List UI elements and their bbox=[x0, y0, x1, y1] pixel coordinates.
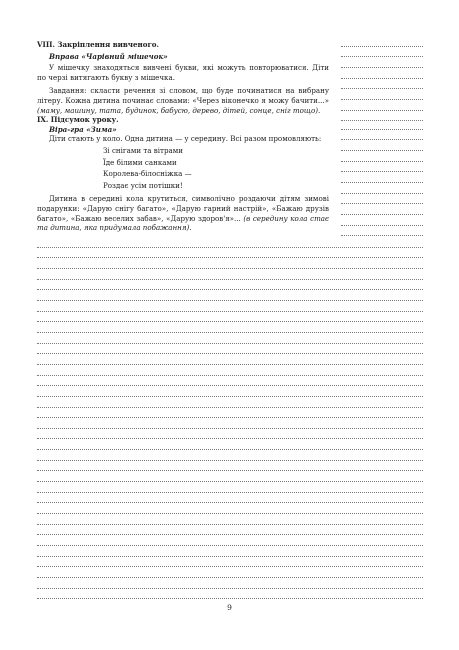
note-line bbox=[341, 79, 423, 90]
writing-line bbox=[37, 258, 423, 269]
writing-line bbox=[37, 237, 423, 248]
game-instructions: Діти стають у коло. Одна дитина — у середину. Всі разом промовляють: bbox=[49, 134, 322, 144]
note-line bbox=[341, 194, 423, 205]
writing-line bbox=[37, 493, 423, 504]
poem bbox=[37, 146, 329, 190]
lesson-content bbox=[37, 40, 329, 233]
note-line bbox=[341, 130, 423, 141]
writing-line bbox=[37, 461, 423, 472]
writing-line bbox=[37, 365, 423, 376]
writing-line bbox=[37, 429, 423, 440]
writing-line bbox=[37, 354, 423, 365]
writing-line bbox=[37, 312, 423, 323]
note-line bbox=[341, 215, 423, 226]
writing-line bbox=[37, 589, 423, 600]
writing-line bbox=[37, 567, 423, 578]
writing-lines bbox=[37, 237, 423, 599]
writing-line bbox=[37, 578, 423, 589]
writing-line bbox=[37, 418, 423, 429]
note-line bbox=[341, 204, 423, 215]
writing-line bbox=[37, 471, 423, 482]
note-line bbox=[341, 172, 423, 183]
section-heading-consolidation: VIII. Закріплення вивченого. bbox=[37, 40, 159, 49]
writing-line bbox=[37, 248, 423, 259]
margin-notes-bottom bbox=[341, 119, 423, 236]
game-note: (в середину кола стає та дитина, яка придумала побажання). bbox=[37, 213, 329, 233]
poem-line: Королева-білосніжка — bbox=[103, 169, 192, 179]
writing-line bbox=[37, 525, 423, 536]
writing-line bbox=[37, 344, 423, 355]
exercise-description: У мішечку знаходяться вивчені букви, які можуть повторюватися. Діти по черзі витягають букву з мішечка. bbox=[37, 63, 329, 82]
note-line bbox=[341, 151, 423, 162]
writing-line bbox=[37, 439, 423, 450]
poem-line: Зі снігами та вітрами bbox=[103, 145, 183, 155]
poem-line: Роздає усім потішки! bbox=[103, 180, 183, 190]
note-line bbox=[341, 162, 423, 173]
game-description bbox=[37, 194, 329, 232]
game-text: Дитина в середині кола крутиться, символічно роздаючи дітям зимові подарунки: «Дарую снігу багато», «Дарую гарний настрій», «Бажаю друзів багато», «Бажаю веселих забав», «Дарую здоров'я»... bbox=[37, 194, 329, 223]
writing-line bbox=[37, 514, 423, 525]
writing-line bbox=[37, 535, 423, 546]
note-line bbox=[341, 36, 423, 47]
writing-line bbox=[37, 408, 423, 419]
note-line bbox=[341, 89, 423, 100]
note-line bbox=[341, 68, 423, 79]
margin-notes-top bbox=[341, 36, 423, 121]
task-text: Завдання: скласти речення зі словом, що буде починатися на вибрану літеру. Кожна дитина починає словами: «Через віконечко я можу бачити...» bbox=[37, 86, 329, 105]
writing-line bbox=[37, 557, 423, 568]
note-line bbox=[341, 140, 423, 151]
note-line bbox=[341, 100, 423, 111]
task-examples: (маму, машину, тата, будинок, бабусю, дерево, дітей, сонце, сніг тощо). bbox=[37, 105, 321, 115]
writing-line bbox=[37, 386, 423, 397]
writing-line bbox=[37, 290, 423, 301]
task-paragraph bbox=[37, 86, 329, 115]
writing-line bbox=[37, 301, 423, 312]
writing-line bbox=[37, 322, 423, 333]
exercise-title-magic-bag: Вправа «Чарівний мішечок» bbox=[49, 51, 168, 61]
writing-line bbox=[37, 269, 423, 280]
writing-line bbox=[37, 450, 423, 461]
writing-line bbox=[37, 503, 423, 514]
writing-line bbox=[37, 546, 423, 557]
writing-line bbox=[37, 333, 423, 344]
writing-line bbox=[37, 280, 423, 291]
game-title-winter: Віра-гра «Зима» bbox=[49, 124, 117, 134]
note-line bbox=[341, 183, 423, 194]
note-line bbox=[341, 47, 423, 58]
writing-line bbox=[37, 397, 423, 408]
page-number: 9 bbox=[227, 603, 232, 612]
poem-line: Їде білими санками bbox=[103, 157, 177, 167]
note-line bbox=[341, 119, 423, 130]
writing-line bbox=[37, 376, 423, 387]
section-heading-summary: IX. Підсумок уроку. bbox=[37, 115, 119, 125]
writing-line bbox=[37, 482, 423, 493]
note-line bbox=[341, 57, 423, 68]
note-line bbox=[341, 226, 423, 237]
